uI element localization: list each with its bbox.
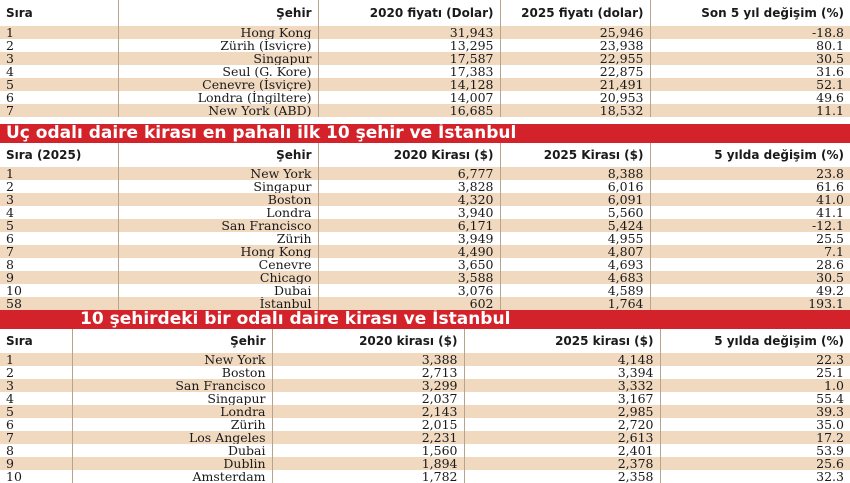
value-2025-cell: 4,683 [500,271,650,284]
header-2020: 2020 Kirası ($) [318,143,500,167]
value-2025-cell: 4,589 [500,284,650,297]
change-cell: 1.0 [660,379,850,392]
city-cell: Cenevre [118,258,318,271]
header-city: Şehir [118,143,318,167]
rank-cell: 3 [0,379,72,392]
change-cell: 28.6 [650,258,850,271]
table2-title: Üç odalı daire kirası en pahalı ilk 10 şehir ve İstanbul [0,124,850,143]
rank-cell: 1 [0,167,118,180]
change-cell: 41.1 [650,206,850,219]
table-row [0,232,850,245]
change-cell: 30.5 [650,52,850,65]
city-cell: Londra [72,405,272,418]
change-cell: 80.1 [650,39,850,52]
change-cell: 25.5 [650,232,850,245]
value-2020-cell: 16,685 [318,104,500,117]
header-city: Şehir [72,329,272,353]
rank-cell: 10 [0,470,72,483]
table-row [0,65,850,78]
value-2025-cell: 2,378 [464,457,660,470]
table3-section [0,310,850,483]
city-cell: Boston [72,366,272,379]
table2-section [0,124,850,310]
value-2025-cell: 18,532 [500,104,650,117]
change-cell: 193.1 [650,297,850,310]
city-cell: Singapur [72,392,272,405]
city-cell: Chicago [118,271,318,284]
table-row [0,405,850,418]
value-2020-cell: 3,076 [318,284,500,297]
value-2020-cell: 13,295 [318,39,500,52]
value-2020-cell: 4,490 [318,245,500,258]
city-cell: Los Angeles [72,431,272,444]
change-cell: 17.2 [660,431,850,444]
rank-cell: 3 [0,52,118,65]
rank-cell: 4 [0,392,72,405]
table-row [0,457,850,470]
rank-cell: 7 [0,431,72,444]
value-2020-cell: 2,015 [272,418,464,431]
value-2020-cell: 1,782 [272,470,464,483]
rank-cell: 5 [0,219,118,232]
value-2025-cell: 22,875 [500,65,650,78]
change-cell: 61.6 [650,180,850,193]
header-rank: Sıra [0,0,118,26]
change-cell: 41.0 [650,193,850,206]
table-row [0,271,850,284]
change-cell: 7.1 [650,245,850,258]
rank-cell: 2 [0,39,118,52]
value-2020-cell: 2,037 [272,392,464,405]
value-2020-cell: 3,828 [318,180,500,193]
rank-cell: 8 [0,444,72,457]
city-cell: Dubai [72,444,272,457]
rank-cell: 2 [0,366,72,379]
change-cell: 25.1 [660,366,850,379]
table-row [0,167,850,180]
table-row [0,91,850,104]
change-cell: -18.8 [650,26,850,39]
value-2020-cell: 4,320 [318,193,500,206]
value-2020-cell: 2,231 [272,431,464,444]
value-2020-cell: 3,940 [318,206,500,219]
table-row [0,366,850,379]
value-2020-cell: 602 [318,297,500,310]
rank-cell: 1 [0,353,72,366]
value-2025-cell: 6,091 [500,193,650,206]
change-cell: 30.5 [650,271,850,284]
city-cell: Zürih [118,232,318,245]
change-cell: 53.9 [660,444,850,457]
value-2025-cell: 5,424 [500,219,650,232]
value-2025-cell: 2,358 [464,470,660,483]
value-2025-cell: 25,946 [500,26,650,39]
value-2025-cell: 3,332 [464,379,660,392]
value-2025-cell: 2,613 [464,431,660,444]
value-2025-cell: 2,985 [464,405,660,418]
table-row [0,52,850,65]
header-2020: 2020 fiyatı (Dolar) [318,0,500,26]
city-cell: San Francisco [72,379,272,392]
table2 [0,143,850,310]
table1 [0,0,850,117]
rank-cell: 58 [0,297,118,310]
value-2025-cell: 23,938 [500,39,650,52]
table-row [0,297,850,310]
header-change: 5 yılda değişim (%) [650,143,850,167]
city-cell: Dublin [72,457,272,470]
table-row [0,392,850,405]
change-cell: -12.1 [650,219,850,232]
rank-cell: 5 [0,405,72,418]
change-cell: 49.6 [650,91,850,104]
value-2020-cell: 3,949 [318,232,500,245]
header-2025: 2025 fiyatı (dolar) [500,0,650,26]
value-2020-cell: 3,388 [272,353,464,366]
rank-cell: 4 [0,65,118,78]
table-row [0,193,850,206]
rank-cell: 9 [0,271,118,284]
value-2025-cell: 4,148 [464,353,660,366]
city-cell: Boston [118,193,318,206]
table-row [0,26,850,39]
city-cell: Zürih [72,418,272,431]
change-cell: 11.1 [650,104,850,117]
city-cell: Hong Kong [118,245,318,258]
table1-section [0,0,850,117]
city-cell: Zürih (İsviçre) [118,39,318,52]
change-cell: 22.3 [660,353,850,366]
value-2025-cell: 21,491 [500,78,650,91]
table3-header-row [0,329,850,353]
value-2025-cell: 5,560 [500,206,650,219]
change-cell: 35.0 [660,418,850,431]
value-2025-cell: 2,720 [464,418,660,431]
change-cell: 52.1 [650,78,850,91]
table1-header-row [0,0,850,26]
rank-cell: 7 [0,245,118,258]
city-cell: Londra [118,206,318,219]
rank-cell: 1 [0,26,118,39]
rank-cell: 2 [0,180,118,193]
table-row [0,78,850,91]
value-2025-cell: 1,764 [500,297,650,310]
value-2025-cell: 3,394 [464,366,660,379]
header-change: 5 yılda değişim (%) [660,329,850,353]
rank-cell: 9 [0,457,72,470]
value-2020-cell: 6,171 [318,219,500,232]
header-change: Son 5 yıl değişim (%) [650,0,850,26]
value-2025-cell: 22,955 [500,52,650,65]
value-2020-cell: 6,777 [318,167,500,180]
table-row [0,284,850,297]
change-cell: 25.6 [660,457,850,470]
value-2025-cell: 6,016 [500,180,650,193]
city-cell: San Francisco [118,219,318,232]
value-2020-cell: 2,143 [272,405,464,418]
table-row [0,180,850,193]
table-row [0,418,850,431]
table-row [0,258,850,271]
table-row [0,379,850,392]
city-cell: Singapur [118,52,318,65]
value-2025-cell: 2,401 [464,444,660,457]
city-cell: New York [118,167,318,180]
city-cell: Seul (G. Kore) [118,65,318,78]
header-2025: 2025 kirası ($) [464,329,660,353]
value-2020-cell: 17,383 [318,65,500,78]
table-row [0,431,850,444]
change-cell: 49.2 [650,284,850,297]
value-2020-cell: 1,894 [272,457,464,470]
header-rank: Sıra [0,329,72,353]
value-2020-cell: 2,713 [272,366,464,379]
header-city: Şehir [118,0,318,26]
rank-cell: 6 [0,91,118,104]
city-cell: Londra (İngiltere) [118,91,318,104]
header-2020: 2020 kirası ($) [272,329,464,353]
city-cell: Hong Kong [118,26,318,39]
change-cell: 23.8 [650,167,850,180]
table-row [0,39,850,52]
value-2020-cell: 14,007 [318,91,500,104]
table-row [0,444,850,457]
rank-cell: 7 [0,104,118,117]
city-cell: Dubai [118,284,318,297]
city-cell: Cenevre (İsviçre) [118,78,318,91]
city-cell: Singapur [118,180,318,193]
table-row [0,245,850,258]
rank-cell: 6 [0,418,72,431]
rank-cell: 6 [0,232,118,245]
rank-cell: 3 [0,193,118,206]
city-cell: New York [72,353,272,366]
value-2025-cell: 4,693 [500,258,650,271]
table-row [0,470,850,483]
value-2025-cell: 4,955 [500,232,650,245]
value-2020-cell: 3,588 [318,271,500,284]
table-row [0,104,850,117]
change-cell: 39.3 [660,405,850,418]
city-cell: New York (ABD) [118,104,318,117]
value-2020-cell: 31,943 [318,26,500,39]
header-rank: Sıra (2025) [0,143,118,167]
value-2025-cell: 8,388 [500,167,650,180]
city-cell: İstanbul [118,297,318,310]
table-row [0,353,850,366]
rank-cell: 5 [0,78,118,91]
city-cell: Amsterdam [72,470,272,483]
value-2025-cell: 20,953 [500,91,650,104]
value-2020-cell: 17,587 [318,52,500,65]
table2-header-row [0,143,850,167]
change-cell: 31.6 [650,65,850,78]
rank-cell: 10 [0,284,118,297]
table-row [0,206,850,219]
value-2020-cell: 1,560 [272,444,464,457]
change-cell: 32.3 [660,470,850,483]
value-2020-cell: 14,128 [318,78,500,91]
header-2025: 2025 Kirası ($) [500,143,650,167]
value-2025-cell: 4,807 [500,245,650,258]
rank-cell: 8 [0,258,118,271]
change-cell: 55.4 [660,392,850,405]
table3 [0,329,850,483]
value-2020-cell: 3,650 [318,258,500,271]
table-row [0,219,850,232]
value-2020-cell: 3,299 [272,379,464,392]
rank-cell: 4 [0,206,118,219]
value-2025-cell: 3,167 [464,392,660,405]
table3-title: 10 şehirdeki bir odalı daire kirası ve İstanbul [0,310,850,329]
